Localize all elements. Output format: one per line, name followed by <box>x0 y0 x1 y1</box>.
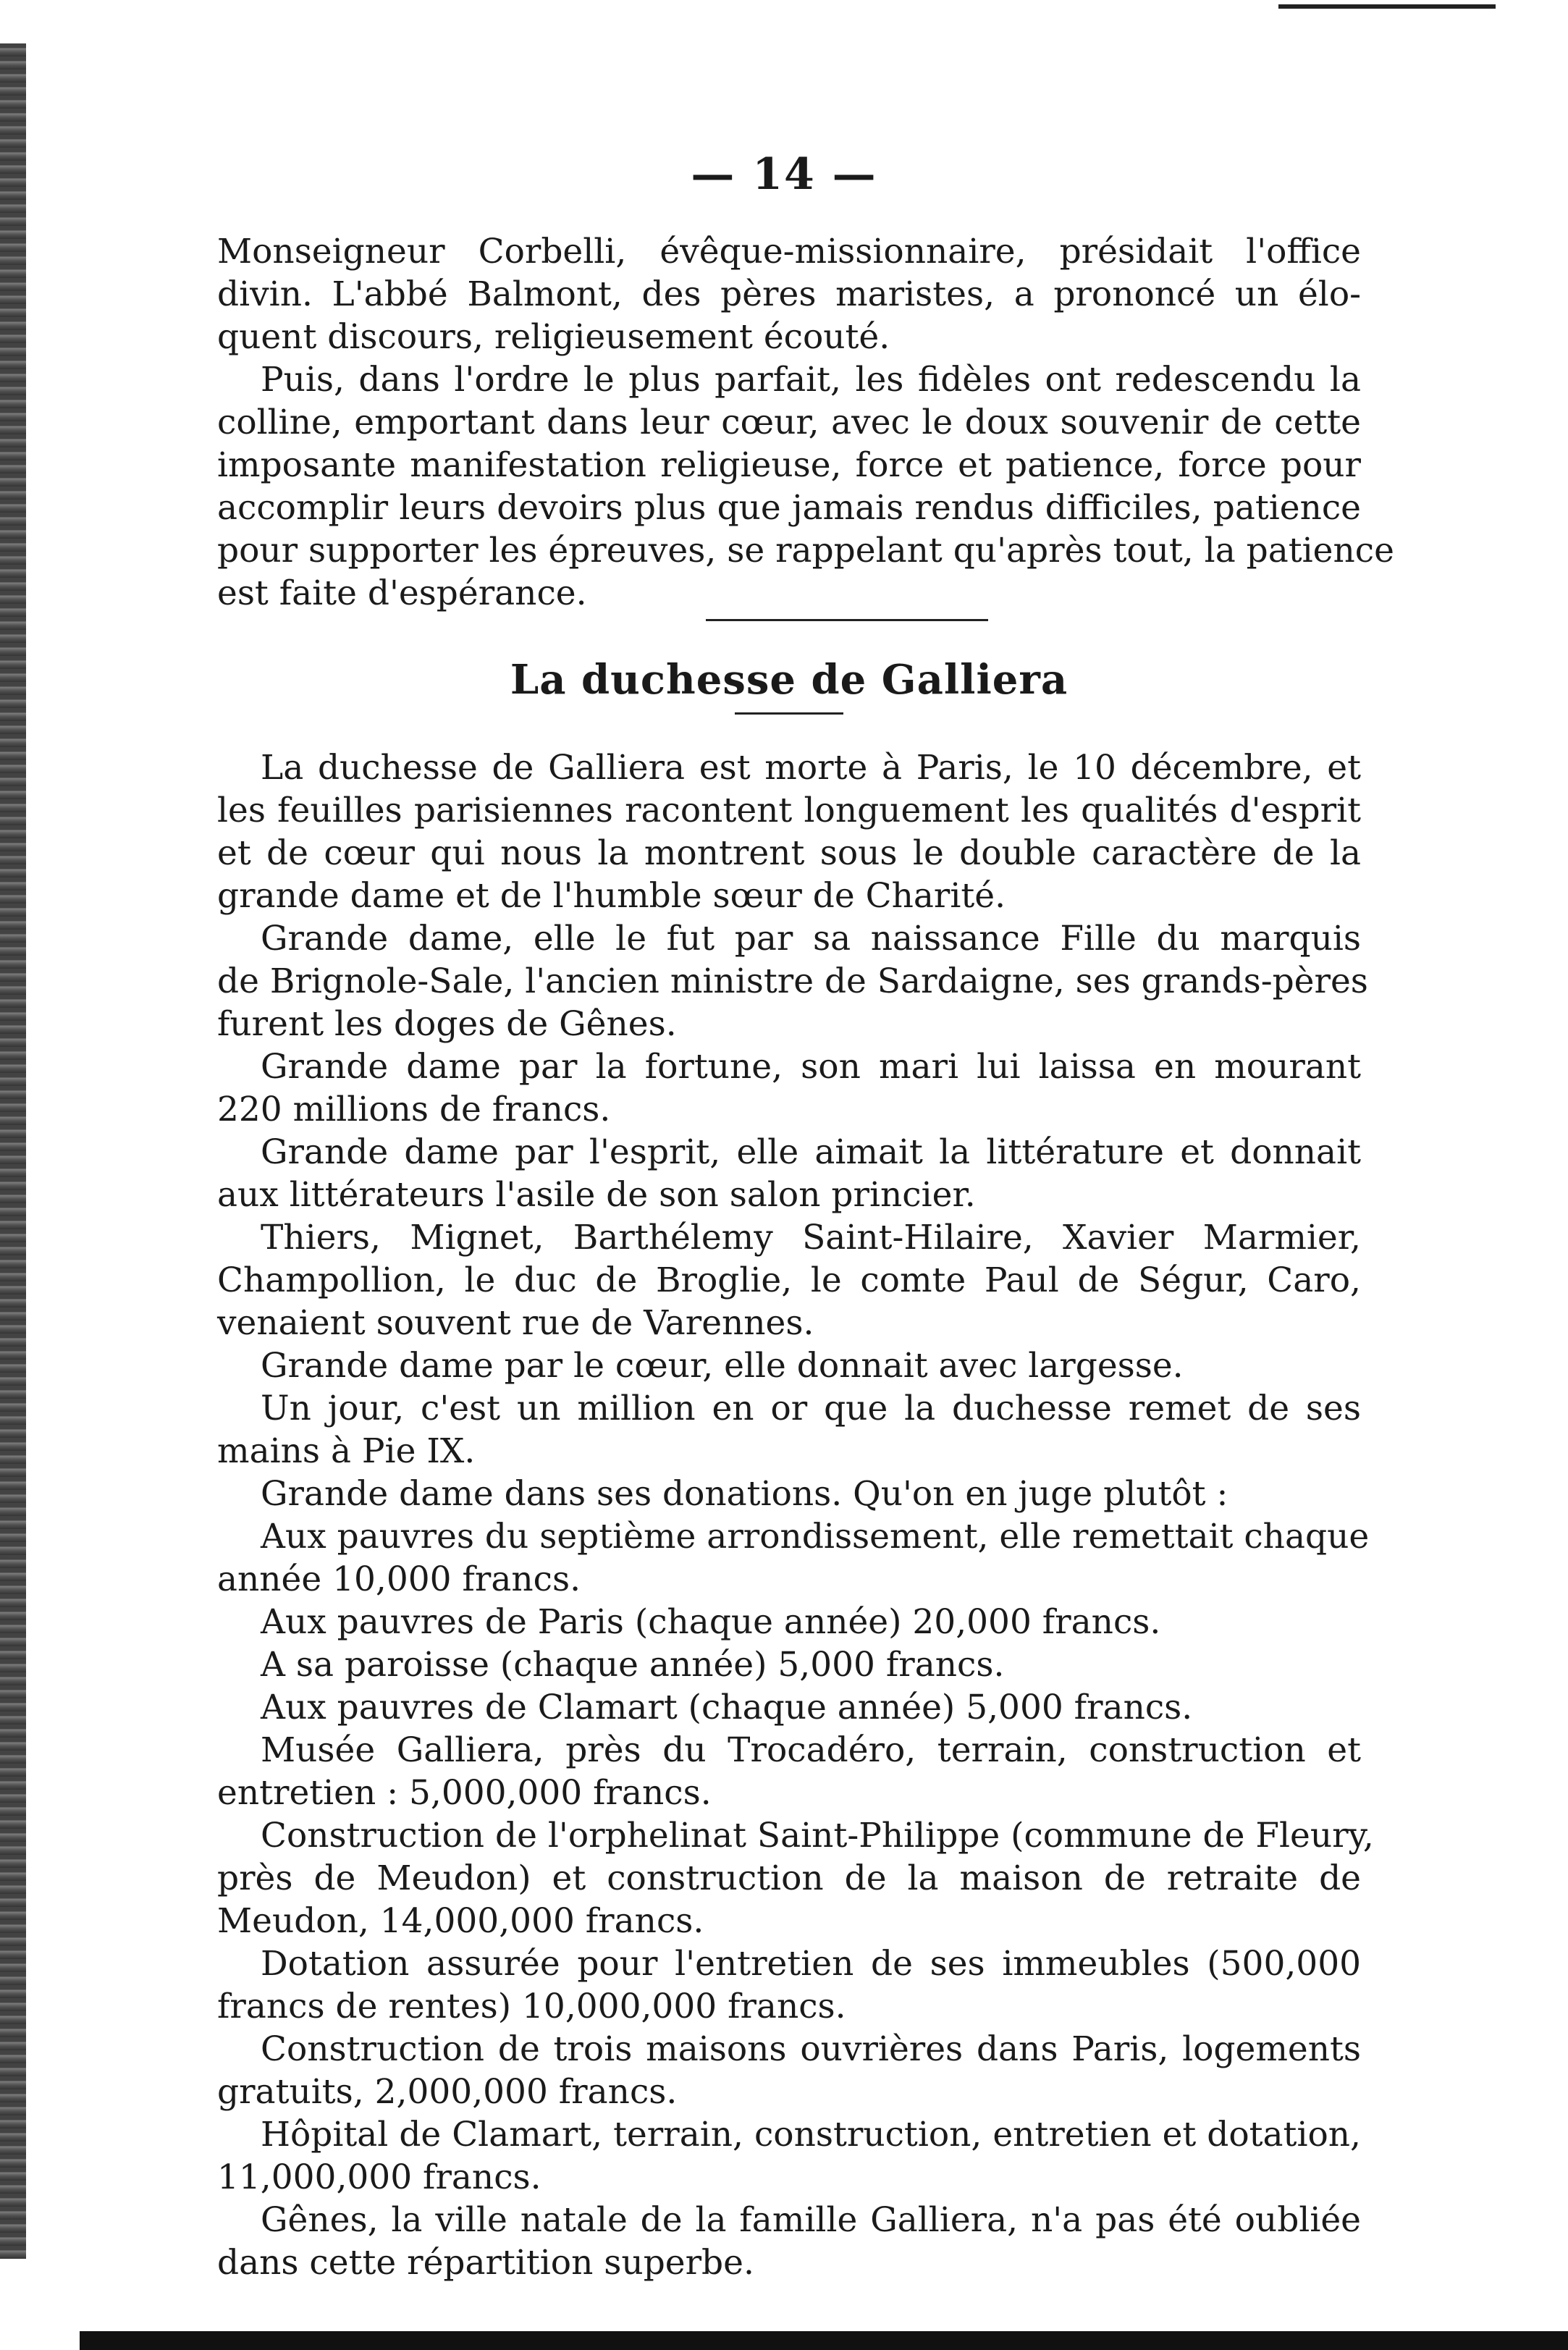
text-line: Puis, dans l'ordre le plus parfait, les fidèles ont redescendu la <box>261 360 1361 400</box>
article-text <box>217 230 1394 2284</box>
text-line: Grande dame, elle le fut par sa naissance Fille du marquis <box>261 919 1361 959</box>
text-line: La duchesse de Galliera est morte à Paris, le 10 décembre, et <box>261 748 1361 788</box>
title-rule <box>735 712 843 715</box>
text-line: Musée Galliera, près du Trocadéro, terrain, construction et <box>261 1730 1361 1770</box>
text-line: 220 millions de francs. <box>217 1090 611 1129</box>
text-line: Grande dame par le cœur, elle donnait avec largesse. <box>261 1346 1184 1386</box>
text-line: Aux pauvres de Clamart (chaque année) 5,000 francs. <box>261 1688 1193 1727</box>
text-line: francs de rentes) 10,000,000 francs. <box>217 1987 846 2026</box>
text-line: accomplir leurs devoirs plus que jamais rendus difficiles, patience <box>217 488 1361 528</box>
text-line: gratuits, 2,000,000 francs. <box>217 2072 678 2112</box>
text-line: année 10,000 francs. <box>217 1559 581 1599</box>
text-line: et de cœur qui nous la montrent sous le double caractère de la <box>217 833 1361 873</box>
text-line: près de Meudon) et construction de la maison de retraite de <box>217 1858 1361 1898</box>
text-line: imposante manifestation religieuse, force et patience, force pour <box>217 445 1361 485</box>
text-line: Thiers, Mignet, Barthélemy Saint-Hilaire, Xavier Marmier, <box>261 1218 1361 1258</box>
section-title: La duchesse de Galliera <box>510 656 1068 704</box>
text-line: Grande dame dans ses donations. Qu'on en juge plutôt : <box>261 1474 1228 1514</box>
text-line: Monseigneur Corbelli, évêque-missionnaire, présidait l'office <box>217 232 1361 271</box>
text-line: Un jour, c'est un million en or que la duchesse remet de ses <box>261 1389 1361 1428</box>
text-line: venaient souvent rue de Varennes. <box>217 1303 814 1343</box>
text-line: pour supporter les épreuves, se rappelant qu'après tout, la patience <box>217 531 1394 570</box>
page-binding-edge <box>0 43 26 2259</box>
text-line: grande dame et de l'humble sœur de Charité. <box>217 876 1006 916</box>
text-line: Construction de l'orphelinat Saint-Philippe (commune de Fleury, <box>261 1816 1374 1856</box>
text-line: quent discours, religieusement écouté. <box>217 317 890 357</box>
text-line: Construction de trois maisons ouvrières dans Paris, logements <box>261 2029 1361 2069</box>
separator-rule <box>706 619 988 621</box>
text-line: Gênes, la ville natale de la famille Galliera, n'a pas été oubliée <box>261 2200 1361 2240</box>
text-line: colline, emportant dans leur cœur, avec le doux souvenir de cette <box>217 403 1361 442</box>
text-line: Grande dame par l'esprit, elle aimait la littérature et donnait <box>261 1132 1361 1172</box>
text-line: les feuilles parisiennes racontent longuement les qualités d'esprit <box>217 791 1361 830</box>
text-line: dans cette répartition superbe. <box>217 2243 754 2283</box>
text-line: Hôpital de Clamart, terrain, construction, entretien et dotation, <box>261 2115 1361 2155</box>
page-number: — 14 — <box>691 149 877 200</box>
scan-top-rule <box>1278 4 1496 9</box>
text-line: Champollion, le duc de Broglie, le comte Paul de Ségur, Caro, <box>217 1260 1361 1300</box>
text-line: A sa paroisse (chaque année) 5,000 francs. <box>261 1645 1005 1685</box>
scan-bottom-bar <box>80 2331 1568 2350</box>
text-line: Grande dame par la fortune, son mari lui laissa en mourant <box>261 1047 1361 1087</box>
text-line: aux littérateurs l'asile de son salon princier. <box>217 1175 976 1215</box>
text-line: furent les doges de Gênes. <box>217 1004 677 1044</box>
text-line: Meudon, 14,000,000 francs. <box>217 1901 704 1941</box>
text-line: de Brignole-Sale, l'ancien ministre de Sardaigne, ses grands-pères <box>217 961 1368 1001</box>
text-line: Aux pauvres de Paris (chaque année) 20,000 francs. <box>261 1602 1161 1642</box>
text-line: est faite d'espérance. <box>217 573 587 613</box>
text-line: Dotation assurée pour l'entretien de ses immeubles (500,000 <box>261 1944 1361 1984</box>
text-line: divin. L'abbé Balmont, des pères maristes, a prononcé un élo- <box>217 274 1361 314</box>
text-line: Aux pauvres du septième arrondissement, elle remettait chaque <box>261 1517 1370 1557</box>
text-line: entretien : 5,000,000 francs. <box>217 1773 712 1813</box>
text-line: mains à Pie IX. <box>217 1431 476 1471</box>
text-line: 11,000,000 francs. <box>217 2157 541 2197</box>
